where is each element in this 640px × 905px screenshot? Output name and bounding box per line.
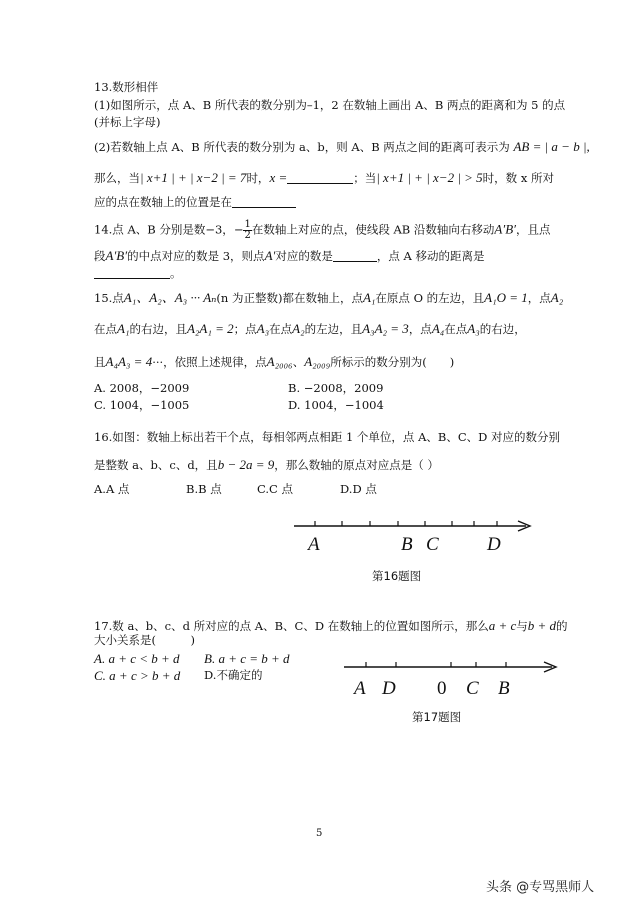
answer-blank-position[interactable]	[232, 195, 296, 208]
q15-line2: 在点A₁的右边，且A₂A₁ = 2；点A₃在点A₂的左边，且A₃A₂ = 3，点A₄在点A₃的右边，	[94, 321, 526, 336]
q17-option-c[interactable]: C. a + c > b + d	[94, 668, 181, 683]
axis-label-b: B	[401, 534, 413, 555]
q16-line2: 是整数 a、b、c、d，且b − 2a = 9，那么数轴的原点对应点是（ ）	[94, 457, 439, 472]
q17-line1: 17.数 a、b、c、d 所对应的点 A、B、C、D 在数轴上的位置如图所示，那么a + c与b + d的	[94, 618, 568, 633]
q15-option-c[interactable]: C. 1004，−1005	[94, 398, 190, 412]
axis-label-c: C	[466, 678, 479, 699]
answer-blank-x[interactable]	[287, 171, 353, 184]
axis-label-zero: 0	[437, 678, 447, 699]
q15-option-d[interactable]: D. 1004，−1004	[288, 398, 384, 412]
number-line-q17	[340, 652, 565, 702]
watermark: 头条 @专骂黑师人	[486, 880, 595, 895]
q13-part2-line1: (2)若数轴上点 A、B 所代表的数分别为 a、b，则 A、B 两点之间的距离可表示为 AB = | a − b |,	[94, 139, 590, 154]
fraction-one-half: $\frac{1}{2}$	[244, 219, 251, 241]
answer-blank-distance[interactable]	[94, 266, 170, 279]
axis-label-a: A	[308, 534, 320, 555]
axis-label-d: D	[382, 678, 396, 699]
q17-option-d[interactable]: D.不确定的	[204, 668, 263, 682]
axis-ticks	[315, 521, 497, 526]
q15-line1: 15.点A₁、A₂、A₃ ··· Aₙ(n 为正整数)都在数轴上，点A₁在原点 O 的左边，且A₁O = 1，点A₂	[94, 290, 564, 305]
q17-line2: 大小关系是( )	[94, 633, 195, 647]
q13-part1-line1: (1)如图所示，点 A、B 所代表的数分别为–1，2 在数轴上画出 A、B 两点的距离和为 5 的点	[94, 98, 566, 112]
q13-part1-line2: (并标上字母)	[94, 115, 161, 129]
q17-option-b[interactable]: B. a + c = b + d	[204, 651, 290, 666]
q16-option-b[interactable]: B.B 点	[186, 482, 222, 496]
axis-label-d: D	[487, 534, 501, 555]
q17-caption: 第17题图	[412, 710, 462, 724]
axis-ticks	[366, 662, 506, 667]
q16-line1: 16.如图：数轴上标出若干个点，每相邻两点相距 1 个单位，点 A、B、C、D 对应的数分别	[94, 430, 560, 444]
q14-line2: 段A′B′的中点对应的数是 3，则点A′对应的数是 ，点 A 移动的距离是	[94, 248, 485, 263]
distance-formula: AB = | a − b |,	[513, 139, 590, 154]
q13-title: 13.数形相伴	[94, 80, 159, 94]
q14-line1: 14.点 A、B 分别是数−3，− $\frac{1}{2}$ 在数轴上对应的点，使线段 AB 沿数轴向右移动A′B′，且点	[94, 219, 551, 241]
q17-option-a[interactable]: A. a + c < b + d	[94, 651, 180, 666]
q15-option-a[interactable]: A. 2008，−2009	[94, 381, 190, 395]
q13-part2-line2: 那么，当| x+1 | + | x−2 | = 7时，x = ；当| x+1 | + | x−2 | > 5时，数 x 所对	[94, 170, 554, 185]
q13-part2-line3: 应的点在数轴上的位置是在	[94, 195, 296, 210]
q14-line3: 。	[94, 266, 182, 281]
axis-label-a: A	[354, 678, 366, 699]
q16-caption: 第16题图	[372, 569, 422, 583]
number-line-q16	[290, 512, 540, 557]
q16-option-a[interactable]: A.A 点	[94, 482, 130, 496]
axis-label-c: C	[426, 534, 439, 555]
q16-option-c[interactable]: C.C 点	[257, 482, 293, 496]
q15-line3: 且A₄A₃ = 4···，依照上述规律，点A₂₀₀₆、A₂₀₀₉所标示的数分别为( )	[94, 354, 455, 369]
answer-blank-a-prime[interactable]	[333, 249, 377, 262]
axis-label-b: B	[498, 678, 510, 699]
q15-option-b[interactable]: B. −2008，2009	[288, 381, 384, 395]
page-number: 5	[316, 828, 323, 839]
q16-option-d[interactable]: D.D 点	[340, 482, 377, 496]
